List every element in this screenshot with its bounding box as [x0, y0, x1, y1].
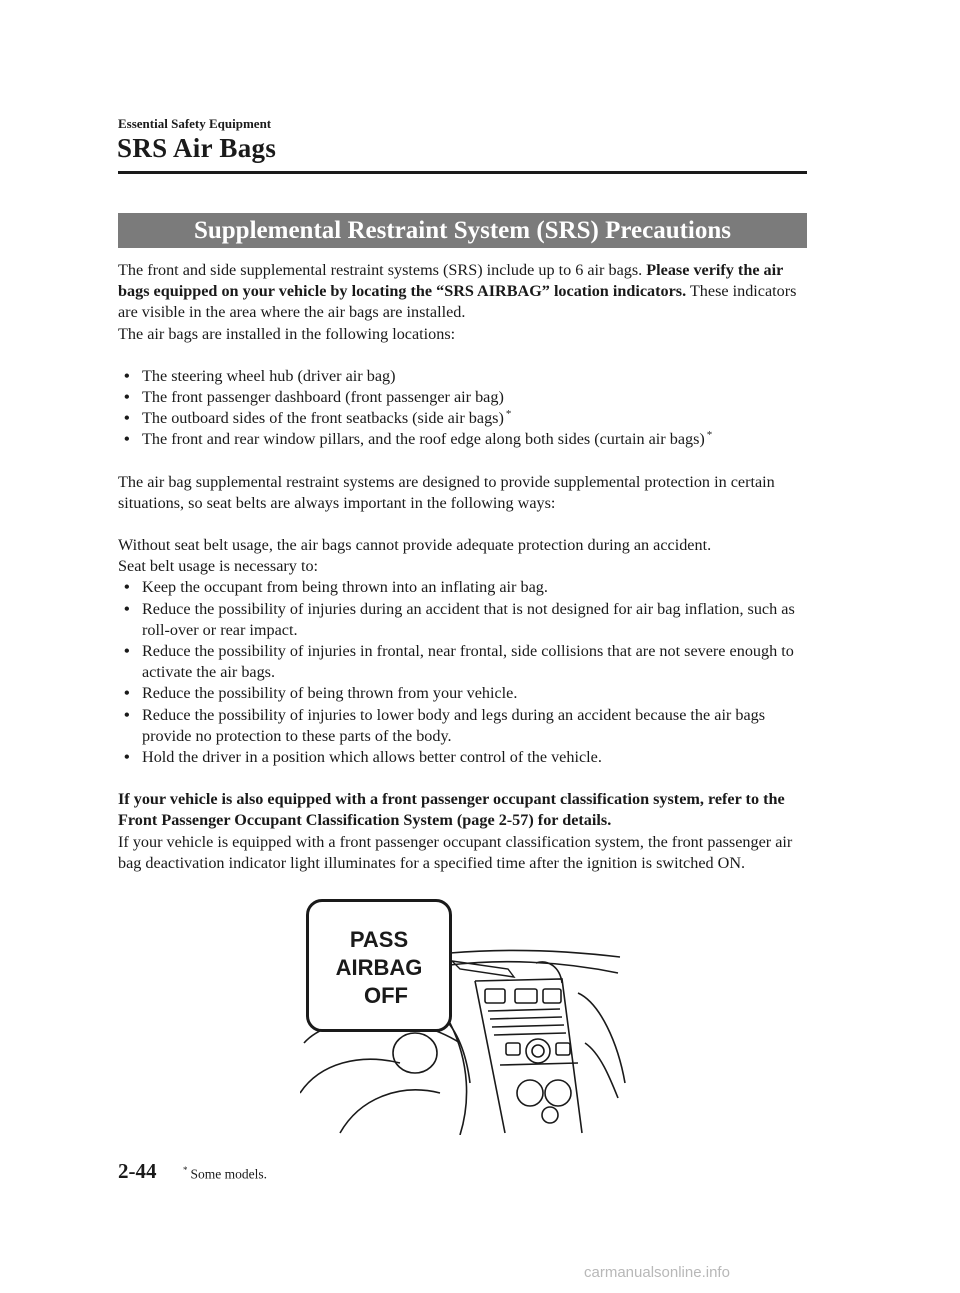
list-item: • Reduce the possibility of injuries during an accident that is not designed for air bag inflation, such as roll-over or rear impact. [118, 599, 813, 641]
intro-paragraph [118, 260, 813, 345]
intro-text-1: The front and side supplemental restraint systems (SRS) include up to 6 air bags. [118, 261, 643, 279]
list-item [118, 408, 813, 429]
list-item: • Hold the driver in a position which allows better control of the vehicle. [118, 747, 813, 768]
list-item [118, 366, 813, 387]
pass-airbag-off-indicator [306, 899, 452, 1032]
supplemental-paragraph: The air bag supplemental restraint systems are designed to provide supplemental protection in certain situations, so seat belts are always important in the following ways: [118, 472, 775, 512]
footnote [183, 1165, 267, 1183]
list-item: • Reduce the possibility of injuries in frontal, near frontal, side collisions that are not severe enough to activate the air bags. [118, 641, 813, 683]
indicator-line-3: OFF [364, 983, 408, 1008]
list-item: • Reduce the possibility of injuries to lower body and legs during an accident because the air bags provide no protection to these parts of the body. [118, 705, 813, 747]
section-title: SRS Air Bags [117, 133, 277, 163]
occupant-text: If your vehicle is equipped with a front passenger occupant classification system, the front passenger air bag deactivation indicator light illuminates for a specified time after the ignition is switched ON. [118, 832, 793, 872]
heading-bar: Supplemental Restraint System (SRS) Precautions [118, 213, 807, 248]
seatbelt-line-2: Seat belt usage is necessary to: [118, 557, 319, 576]
list-item-text: The steering wheel hub (driver air bag) [142, 366, 396, 385]
list-item: • Reduce the possibility of being thrown from your vehicle. [118, 683, 813, 704]
body-content [118, 260, 813, 874]
section-kicker: Essential Safety Equipment [118, 116, 272, 131]
list-item [118, 429, 813, 450]
title-rule [118, 171, 807, 174]
list-item: • Keep the occupant from being thrown into an inflating air bag. [118, 577, 813, 598]
intro-bold: Please verify the air bags equipped on your vehicle by locating the “SRS AIRBAG” location indicators. [118, 261, 784, 301]
footnote-text: Some models. [190, 1166, 267, 1182]
intro-line-2: The air bags are installed in the following locations: [118, 324, 456, 343]
indicator-line-1: PASS [349, 927, 409, 952]
occupant-bold: If your vehicle is also equipped with a front passenger occupant classification system, refer to the Front Passenger Occupant Classification System (page 2-57) for details. [118, 790, 785, 830]
page-number: 2-44 [118, 1159, 157, 1183]
footnote-star: * [505, 407, 512, 420]
list-item [118, 387, 813, 408]
list-item-text: The outboard sides of the front seatbacks (side air bags) [142, 409, 504, 428]
seatbelt-paragraph [118, 535, 813, 577]
occupant-paragraph [118, 789, 813, 874]
intro-text-2: These indicators are visible in the area where the air bags are installed. [118, 282, 797, 322]
seatbelt-line-1: Without seat belt usage, the air bags cannot provide adequate protection during an accident. [118, 536, 712, 555]
location-list [118, 366, 813, 451]
list-item-text: The front passenger dashboard (front passenger air bag) [142, 388, 504, 407]
watermark: carmanualsonline.info [584, 1264, 730, 1281]
indicator-line-2: AIRBAG [335, 955, 423, 980]
reason-list [118, 577, 813, 768]
list-item-text: The front and rear window pillars, and the roof edge along both sides (curtain air bags) [142, 430, 705, 449]
footnote-star: * [183, 1165, 188, 1175]
footnote-star: * [706, 429, 713, 442]
